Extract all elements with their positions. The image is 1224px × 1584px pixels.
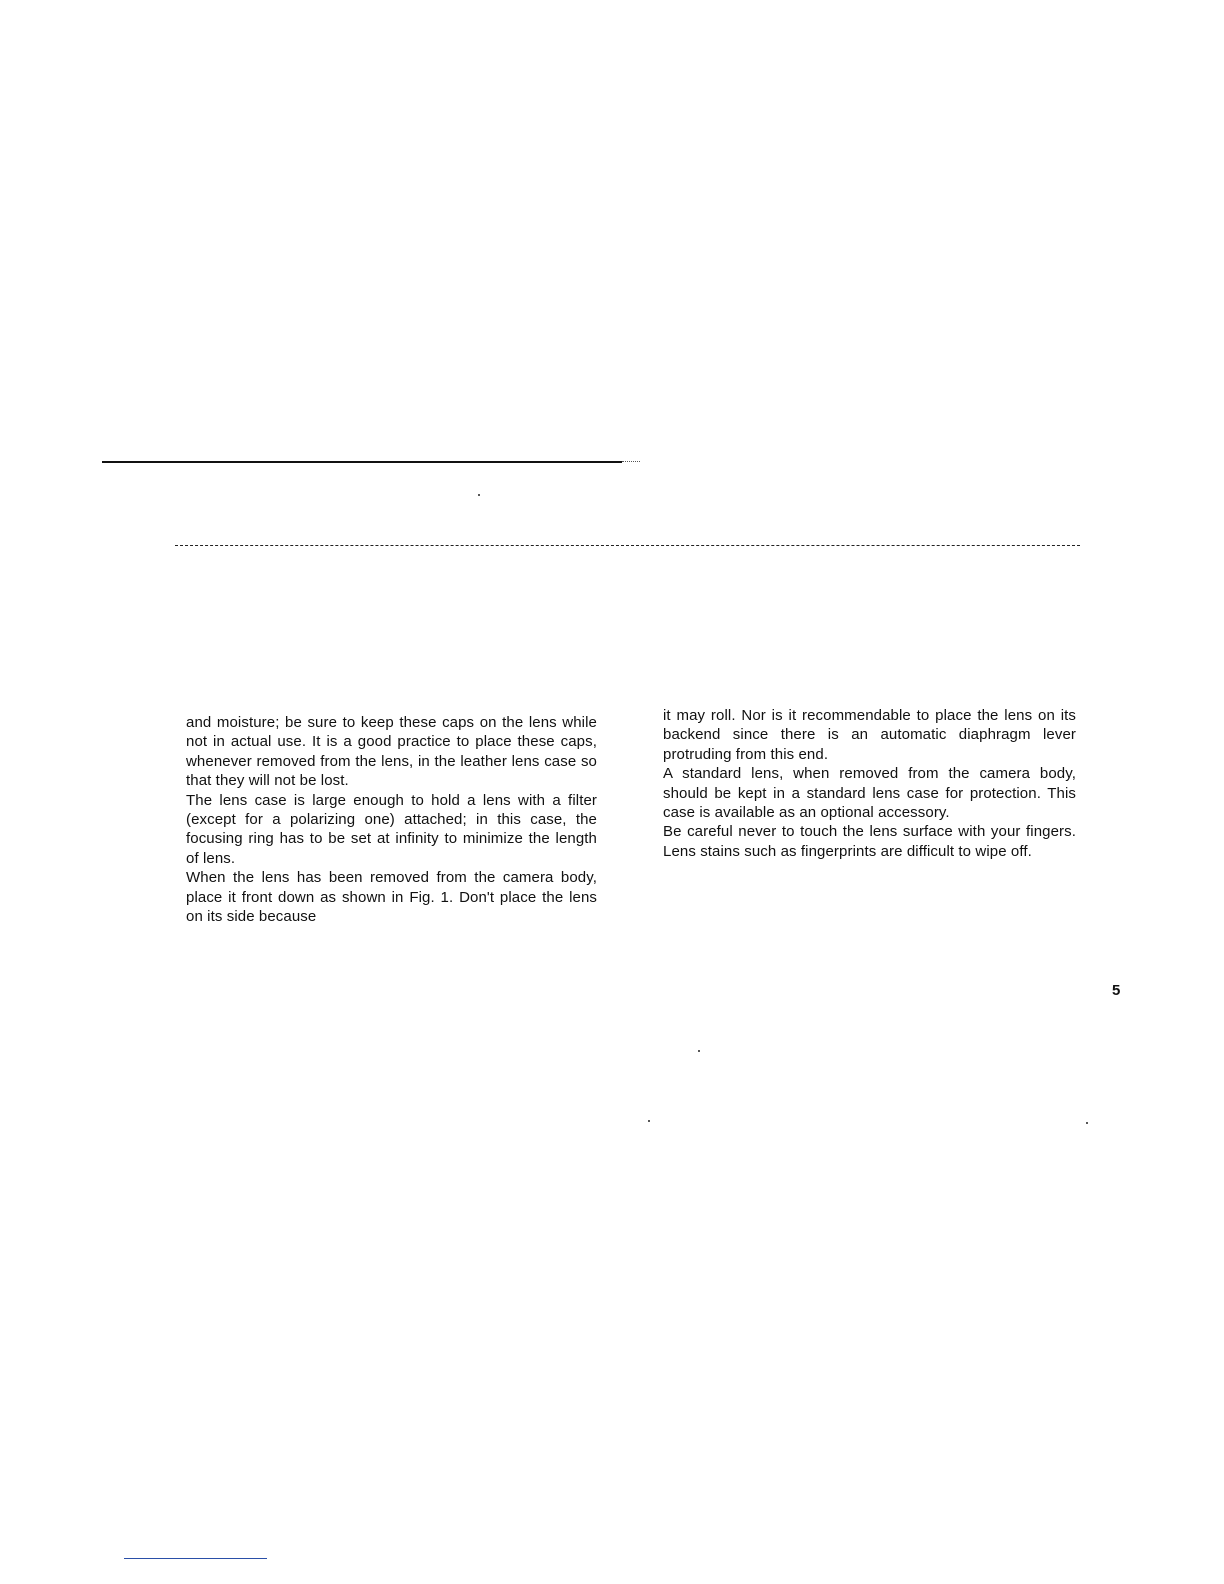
scan-speck xyxy=(478,494,480,496)
left-text-column xyxy=(186,713,597,926)
paragraph: it may roll. Nor is it recommendable to place the lens on its backend since there is an automatic diaphragm lever protruding from this end. xyxy=(663,707,1076,763)
page-number: 5 xyxy=(1112,982,1121,999)
paragraph: A standard lens, when removed from the camera body, should be kept in a standard lens case for protection. This case is available as an optional accessory. xyxy=(663,765,1076,822)
scan-speck xyxy=(1086,1122,1088,1124)
paragraph: When the lens has been removed from the camera body, place it front down as shown in Fig. 1. Don't place the lens on its side because xyxy=(186,869,597,926)
top-rule-tail xyxy=(622,461,640,463)
bottom-rule xyxy=(124,1558,267,1559)
paragraph: Be careful never to touch the lens surface with your fingers. Lens stains such as fingerprints are difficult to wipe off. xyxy=(663,823,1076,860)
scan-speck xyxy=(648,1120,650,1122)
section-divider xyxy=(175,545,1080,546)
paragraph: The lens case is large enough to hold a lens with a filter (except for a polarizing one) attached; in this case, the focusing ring has to be set at infinity to minimize the length of lens. xyxy=(186,791,597,867)
top-rule xyxy=(102,461,622,463)
right-text-column xyxy=(663,706,1076,861)
scan-speck xyxy=(698,1050,700,1052)
paragraph: and moisture; be sure to keep these caps on the lens while not in actual use. It is a good practice to place these caps, whenever removed from the lens, in the leather lens case so that they will not be lost. xyxy=(186,714,597,790)
